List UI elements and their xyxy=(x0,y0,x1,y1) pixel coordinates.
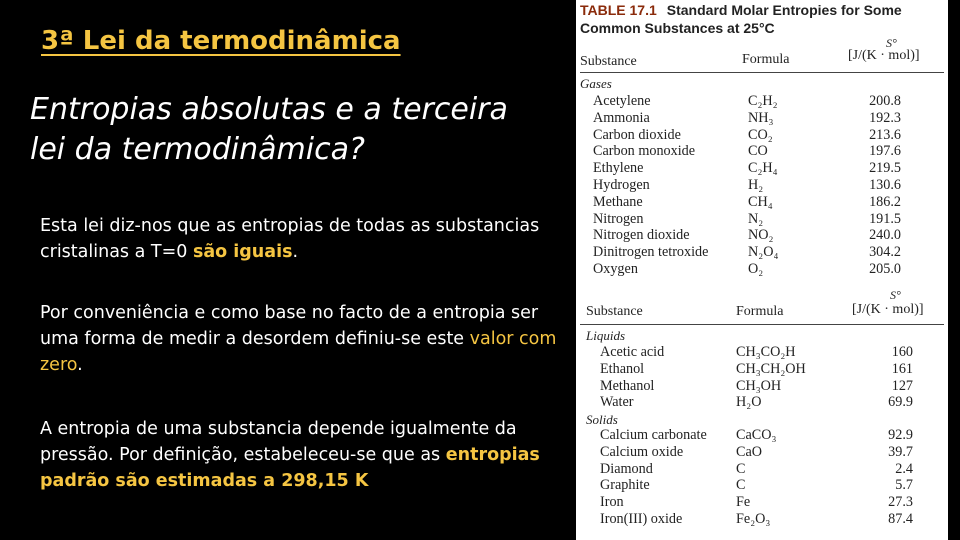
substance-cell: Acetic acid xyxy=(600,344,665,360)
col-formula-2: Formula xyxy=(736,304,784,319)
col-substance-1: Substance xyxy=(580,54,637,69)
substance-cell: Hydrogen xyxy=(593,177,650,193)
entropy-cell: 213.6 xyxy=(869,126,901,143)
entropy-cell: 240.0 xyxy=(869,227,901,244)
formula-cell: N₂ xyxy=(748,210,764,227)
substance-cell: Oxygen xyxy=(593,261,638,277)
entropy-cell: 160 xyxy=(891,344,913,360)
table-row xyxy=(576,477,948,494)
entropy-table-image xyxy=(576,0,948,540)
formula-cell: NH₃ xyxy=(748,109,774,126)
s-symbol-1: S° xyxy=(886,36,897,50)
col-unit-1: [J/(K · mol)] xyxy=(848,48,920,63)
slide-title: 3ª Lei da termodinâmica xyxy=(41,26,401,56)
col-formula-1: Formula xyxy=(742,52,790,67)
entropy-cell: 197.6 xyxy=(869,143,901,160)
formula-cell: N₂O₄ xyxy=(748,244,779,261)
substance-cell: Calcium oxide xyxy=(600,443,684,460)
paragraph-convention xyxy=(40,300,580,378)
entropy-cell: 39.7 xyxy=(888,443,913,460)
formula-cell: C₂H₄ xyxy=(748,160,778,177)
formula-cell: NO₂ xyxy=(748,227,774,244)
table-row xyxy=(576,211,948,228)
table-title-line-2: Common Substances at 25°C xyxy=(580,20,775,36)
formula-cell: O₂ xyxy=(748,261,764,277)
paragraph-third-law xyxy=(40,213,580,265)
table-row xyxy=(576,227,948,244)
substance-cell: Carbon dioxide xyxy=(593,126,681,143)
entropy-cell: 192.3 xyxy=(869,109,901,126)
formula-cell: C xyxy=(736,477,746,494)
table-row xyxy=(576,378,948,395)
substance-cell: Calcium carbonate xyxy=(600,427,707,443)
entropy-cell: 87.4 xyxy=(888,511,913,527)
substance-cell: Diamond xyxy=(600,460,653,477)
entropy-cell: 191.5 xyxy=(869,210,901,227)
entropy-cell: 205.0 xyxy=(869,261,901,277)
table-title-line-1: Standard Molar Entropies for Some xyxy=(666,2,902,18)
table-row xyxy=(576,344,948,361)
entropy-cell: 2.4 xyxy=(895,460,913,477)
group-liquids: Liquids xyxy=(586,328,626,343)
table-row xyxy=(576,511,948,528)
substance-cell: Carbon monoxide xyxy=(593,143,696,160)
entropy-cell: 27.3 xyxy=(888,494,913,511)
subtitle-line-1: Entropias absolutas e a terceira xyxy=(30,92,508,127)
substance-cell: Iron(III) oxide xyxy=(600,511,683,527)
col-substance-2: Substance xyxy=(586,304,643,319)
table-row xyxy=(576,160,948,177)
slide-subtitle xyxy=(30,90,570,170)
entropy-cell: 92.9 xyxy=(888,427,913,443)
formula-cell: H₂O xyxy=(736,394,762,411)
table-number: TABLE 17.1 xyxy=(580,2,657,18)
entropy-cell: 130.6 xyxy=(869,177,901,193)
p2-end: . xyxy=(77,355,83,375)
s-symbol-2: S° xyxy=(890,288,901,302)
entropy-cell: 200.8 xyxy=(869,93,901,109)
table-row xyxy=(576,244,948,261)
formula-cell: C xyxy=(736,460,746,477)
formula-cell: Fe₂O₃ xyxy=(736,511,771,527)
formula-cell: C₂H₂ xyxy=(748,93,778,109)
p2-text: Por conveniência e como base no facto de a entropia ser uma forma de medir a desordem definiu-se este xyxy=(40,303,539,349)
substance-cell: Nitrogen xyxy=(593,210,644,227)
formula-cell: CH₃CO₂H xyxy=(736,344,796,360)
table-row xyxy=(576,427,948,444)
group-gases: Gases xyxy=(580,76,612,91)
entropy-cell: 186.2 xyxy=(869,193,901,210)
substance-cell: Ethylene xyxy=(593,160,644,177)
formula-cell: Fe xyxy=(736,494,751,511)
entropy-cell: 304.2 xyxy=(869,244,901,261)
formula-cell: CO₂ xyxy=(748,126,773,143)
substance-cell: Nitrogen dioxide xyxy=(593,227,690,244)
substance-cell: Iron xyxy=(600,494,624,511)
table-row xyxy=(576,444,948,461)
substance-cell: Dinitrogen tetroxide xyxy=(593,244,709,261)
table-row xyxy=(576,110,948,127)
formula-cell: CH₃CH₂OH xyxy=(736,360,806,377)
p1-highlight: são iguais xyxy=(192,242,293,262)
table-row xyxy=(576,261,948,278)
table-row xyxy=(576,143,948,160)
subtitle-line-2: lei da termodinâmica? xyxy=(30,132,365,167)
group-solids: Solids xyxy=(586,412,618,427)
table-row xyxy=(576,394,948,411)
substance-cell: Methanol xyxy=(600,377,655,394)
substance-cell: Methane xyxy=(593,193,643,210)
entropy-cell: 161 xyxy=(891,360,913,377)
formula-cell: CO xyxy=(748,143,768,160)
p3-text: A entropia de uma substancia depende igualmente da pressão. Por definição, estabeleceu-se que as xyxy=(40,419,517,465)
header-rule-1 xyxy=(580,72,944,73)
entropy-cell: 5.7 xyxy=(895,477,913,494)
entropy-cell: 219.5 xyxy=(869,160,901,177)
table-row xyxy=(576,361,948,378)
entropy-cell: 69.9 xyxy=(888,394,913,411)
table-row xyxy=(576,494,948,511)
substance-cell: Water xyxy=(600,394,634,411)
formula-cell: CaO xyxy=(736,443,763,460)
col-unit-2: [J/(K · mol)] xyxy=(852,302,924,317)
header-rule-2 xyxy=(580,324,944,325)
substance-cell: Acetylene xyxy=(593,93,651,109)
formula-cell: CaCO₃ xyxy=(736,427,777,443)
paragraph-pressure xyxy=(40,416,580,494)
p1-end: . xyxy=(292,242,299,262)
table-row xyxy=(576,93,948,110)
p3-highlight: entropias padrão são estimadas a 298,15 K xyxy=(40,445,540,491)
substance-cell: Ethanol xyxy=(600,360,645,377)
formula-cell: CH₃OH xyxy=(736,377,782,394)
table-row xyxy=(576,461,948,478)
table-heading xyxy=(576,0,948,37)
table-row xyxy=(576,177,948,194)
formula-cell: CH₄ xyxy=(748,193,773,210)
formula-cell: H₂ xyxy=(748,177,764,193)
substance-cell: Graphite xyxy=(600,477,650,494)
entropy-cell: 127 xyxy=(891,377,913,394)
substance-cell: Ammonia xyxy=(593,109,650,126)
table-row xyxy=(576,127,948,144)
p2-highlight: valor com zero xyxy=(40,329,557,375)
table-row xyxy=(576,194,948,211)
p1-text: Esta lei diz-nos que as entropias de todas as substancias cristalinas a T=0 xyxy=(40,216,540,262)
